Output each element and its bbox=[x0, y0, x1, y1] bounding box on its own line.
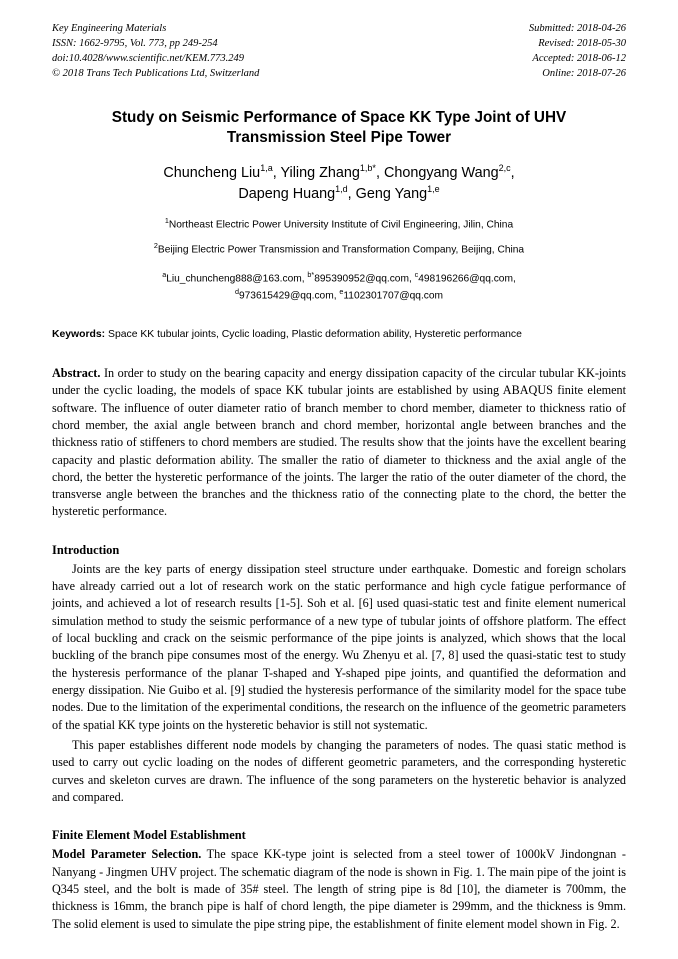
page-title bbox=[52, 108, 626, 148]
author-sup: 1,a bbox=[260, 163, 273, 173]
affiliation-sup: 2 bbox=[153, 241, 158, 251]
journal-name: Key Engineering Materials bbox=[52, 23, 167, 34]
title-line-2: Transmission Steel Pipe Tower bbox=[226, 128, 452, 146]
introduction-paragraph-1: Joints are the key parts of energy dissipation steel structure under earthquake. Domestic and foreign scholars have already carried out a lot of research work on the static performance and high cycle fatigue performance of joints, and achieved a lot of research results [1-5]. Soh et al. [6] used quasi-static test and finite element numerical simulation method to study the seismic performance of a new type of tubular joints of offshore platform. The effect of local buckling and crack on the seismic performance of the pipe joints is analyzed, which shows that the local buckling of the branch pipe consumes most of the energy. Wu Zhenyu et al. [7, 8] used the quasi-static test to study the hysteresis performance of the planar T-shaped and Y-shaped pipe joints, and quantified the deformation and energy dissipation. Nie Guibo et al. [9] studied the hysteresis performance of the similarity model for the space tube nodes. Due to the limitation of the experimental conditions, the research on the influence of the geometric parameters of the spatial KK type joints on the hysteretic behavior is still not systematic. bbox=[52, 561, 626, 732]
affiliation-text: Beijing Electric Power Transmission and Transformation Company, Beijing, China bbox=[157, 244, 525, 256]
fem-paragraph-1 bbox=[52, 846, 626, 933]
author-emails bbox=[52, 270, 626, 303]
abstract-text: In order to study on the bearing capacity and energy dissipation capacity of the circular tubular KK-joints under the cyclic loading, the models of space KK tubular joints are established by using ABAQUS finite element software. The influence of outer diameter ratio of branch member to chord member, diameter to thickness ratio of chord member, the axial angle between branch and chord member, horizontal angle between branches and the thickness ratio of stiffeners to chord members are studied. The results show that the joints have the excellent bearing capacity and plastic deformation ability. The smaller the ratio of diameter to thickness and the axial angle of the chord, the better the hysteretic performance of the joints. The larger the ratio of the outer diameter of the chord, the transverse angle between the branches and the thickness ratio of the connecting plate to the chord, the better the hysteretic performance. bbox=[52, 365, 627, 519]
section-heading-fem: Finite Element Model Establishment bbox=[52, 828, 246, 843]
journal-info bbox=[52, 22, 259, 82]
journal-copyright: © 2018 Trans Tech Publications Ltd, Switzerland bbox=[52, 67, 260, 79]
email-sup: d bbox=[234, 286, 239, 296]
affiliation-1 bbox=[52, 216, 626, 233]
author-sup: 1,d bbox=[335, 184, 348, 195]
author-sup: 2,c bbox=[498, 163, 511, 173]
email-address: 1102301707@qq.com bbox=[343, 289, 444, 301]
email-address: Liu_chuncheng888@163.com, bbox=[166, 273, 305, 285]
date-revised: Revised: 2018-05-30 bbox=[538, 37, 626, 49]
email-sup: a bbox=[162, 269, 167, 279]
fem-paragraph-text: The space KK-type joint is selected from a steel tower of 1000kV Jindongnan - Nanyang - Jingmen UHV project. The schematic diagram of the node is shown in Fig. 1. The main pipe of the joint is Q345 steel, and the bolt is made of 35# steel. The length of string pipe is 8d [10], the diameter is 700mm, the thickness is 16mm, the branch pipe is half of chord length, the pipe diameter is 299mm, and the thickness is 9mm. The solid element is used to simulate the pipe string pipe, the establishment of finite element model shown in Fig. 2. bbox=[52, 847, 626, 931]
author-name: Geng Yang bbox=[355, 186, 428, 203]
date-accepted: Accepted: 2018-06-12 bbox=[532, 52, 626, 64]
email-sup: c bbox=[414, 269, 419, 279]
abstract-label: Abstract. bbox=[52, 365, 101, 380]
keywords-block bbox=[52, 327, 626, 343]
author-line-2: Dapeng Huang$^{1,d}$, Geng Yang$^{1,e}$ bbox=[238, 184, 440, 203]
author-name: Chongyang Wang bbox=[383, 164, 499, 181]
affiliation-text: Northeast Electric Power University Institute of Civil Engineering, Jilin, China bbox=[168, 218, 514, 230]
journal-issn: ISSN: 1662-9795, Vol. 773, pp 249-254 bbox=[52, 37, 218, 49]
email-sup: e bbox=[339, 286, 344, 296]
author-sup: 1,b* bbox=[359, 163, 376, 173]
email-address: 895390952@qq.com, bbox=[314, 273, 412, 285]
date-submitted: Submitted: 2018-04-26 bbox=[528, 23, 626, 34]
submission-dates bbox=[529, 22, 626, 82]
abstract-block bbox=[52, 365, 626, 521]
email-line-2 bbox=[52, 287, 626, 304]
email-address: 498196266@qq.com, bbox=[418, 273, 516, 285]
page-header bbox=[52, 22, 626, 82]
affiliations bbox=[52, 216, 626, 258]
email-address: 973615429@qq.com, bbox=[238, 289, 337, 301]
author-list bbox=[52, 162, 626, 205]
author-line-1: Chuncheng Liu$^{1,a}$, Yiling Zhang$^{1,b*}$, Chongyang Wang$^{2,c}$, bbox=[163, 163, 515, 181]
introduction-paragraph-2: This paper establishes different node models by changing the parameters of nodes. The quasi static method is used to carry out cyclic loading on the nodes of different geometric parameters, and the corresponding hysteretic curves and skeleton curves are drawn. The influence of the song parameters on the hysteretic behavior is analyzed and compared. bbox=[52, 738, 626, 805]
fem-subheading: Model Parameter Selection. bbox=[52, 847, 202, 862]
keywords-label: Keywords: bbox=[52, 329, 106, 341]
author-name: Chuncheng Liu bbox=[163, 164, 261, 181]
affiliation-2 bbox=[52, 241, 626, 258]
affiliation-sup: 1 bbox=[164, 215, 169, 225]
author-name: Dapeng Huang bbox=[238, 186, 336, 203]
journal-doi: doi:10.4028/www.scientific.net/KEM.773.249 bbox=[52, 52, 244, 64]
title-line-1: Study on Seismic Performance of Space KK Type Joint of UHV bbox=[111, 108, 567, 126]
section-heading-introduction: Introduction bbox=[52, 542, 120, 557]
email-sup: b* bbox=[307, 269, 315, 279]
date-online: Online: 2018-07-26 bbox=[542, 67, 626, 79]
email-line-1 bbox=[52, 270, 626, 287]
author-name: Yiling Zhang bbox=[280, 164, 360, 181]
keywords-text: Space KK tubular joints, Cyclic loading, Plastic deformation ability, Hysteretic performance bbox=[108, 329, 522, 341]
author-sup: 1,e bbox=[427, 184, 440, 195]
